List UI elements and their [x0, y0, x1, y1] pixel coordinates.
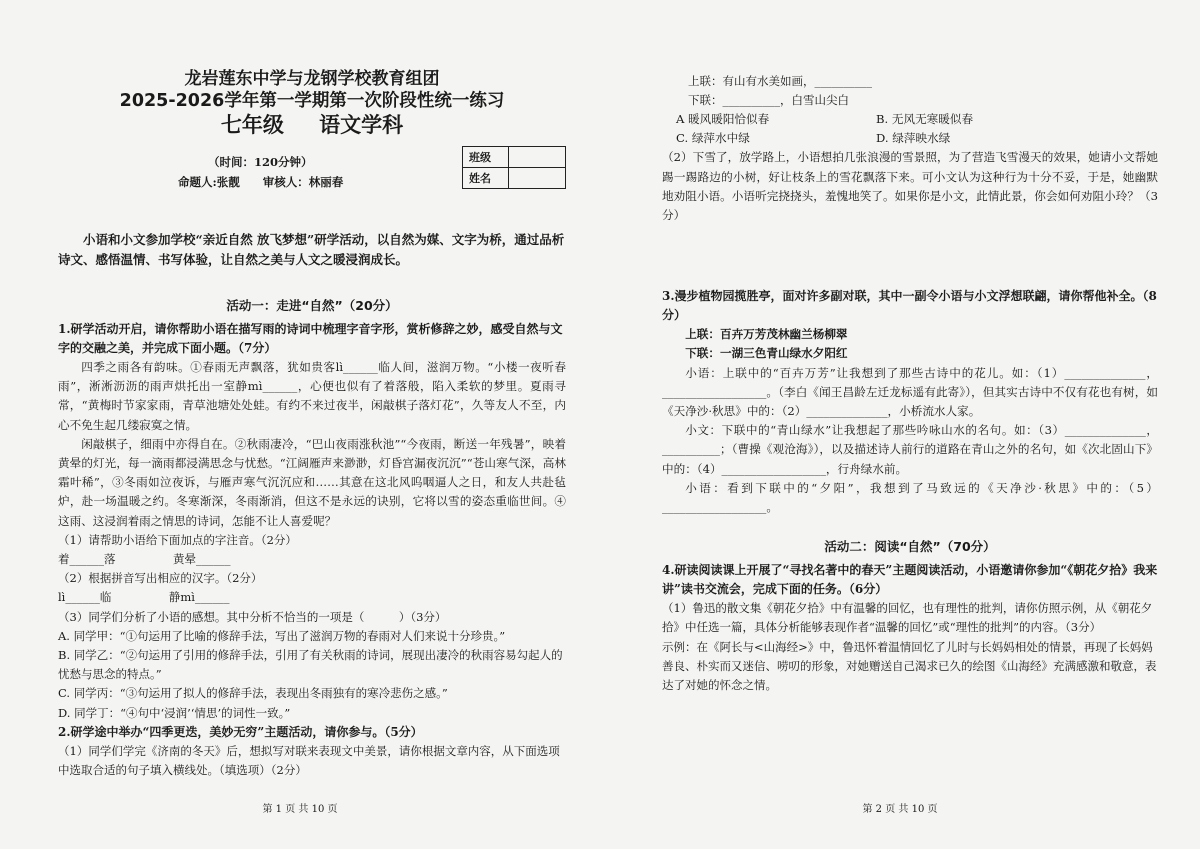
subquestion-1-3: （3）同学们分析了小语的感想。其中分析不恰当的一项是（ ）（3分）	[58, 609, 447, 624]
options-row-1	[662, 110, 1158, 129]
passage-paragraph-1: 四季之雨各有韵味。①春雨无声飘落，犹如贵客lì______临人间，滋润万物。“小楼一夜听春雨”，淅淅沥沥的雨声烘托出一室静mì______，心便也似有了着落般，陷入柔软的梦里。夏雨寻常，“黄梅时节家家雨，青草池塘处处蛙。有约不来过夜半，闲敲棋子落灯花”，久等友人不至，内心不免生起几缕寂寞之情。	[58, 360, 566, 432]
subquestion-1-1: （1）请帮助小语给下面加点的字注音。（2分）	[58, 532, 297, 547]
name-label: 姓名	[463, 168, 509, 189]
question-4: 4.研读阅读课上开展了“寻找名著中的春天”主题阅读活动，小语邀请你参加“《朝花夕拾》我来讲”读书交流会，完成下面的任务。（6分）	[662, 563, 1158, 597]
subquestion-1-2: （2）根据拼音写出相应的汉字。（2分）	[58, 571, 263, 586]
subquestion-4-1: （1）鲁迅的散文集《朝花夕拾》中有温馨的回忆，也有理性的批判，请你仿照示例，从《朝花夕拾》中任选一篇，具体分析能够表现作者“温馨的回忆”或“理性的批判”的内容。（3分）	[662, 601, 1153, 635]
options-row-2	[662, 129, 1158, 148]
school-title: 龙岩莲东中学与龙钢学校教育组团	[184, 69, 440, 89]
page-footer-left: 第 1 页 共 10 页	[262, 804, 338, 815]
option-a: A. 同学甲：“①句运用了比喻的修辞手法，写出了滋润万物的春雨对人们来说十分珍贵。”	[58, 628, 506, 643]
xiaowen-paragraph: 小文：下联中的“青山绿水”让我想起了那些吟咏山水的名句。如：（3）______________，__________；（曹操《观沧海》），以及描述诗人前行的道路在青山之外的名句，如《次北固山下》中的：（4）__________________，行舟绿水前。	[662, 423, 1158, 476]
option-b: B. 同学乙：“②句运用了引用的修辞手法，引用了有关秋雨的诗词，展现出凄冷的秋雨容易勾起人的忧愁与思念的特点。”	[58, 648, 563, 682]
class-field[interactable]	[509, 147, 566, 168]
couplet-up-3: 上联：百卉万芳茂林幽兰杨柳翠	[685, 327, 848, 342]
subquestion-2-1: （1）同学们学完《济南的冬天》后，想拟写对联来表现文中美景，请你根据文章内容，从下面选项中选取合适的句子填入横线处。（填选项）（2分）	[58, 743, 560, 778]
exam-title: 2025-2026学年第一学期第一次阶段性统一练习	[119, 91, 505, 111]
couplet-upper: 上联：有山有水美如画，__________	[688, 74, 872, 88]
couplet-down-3: 下联：一湖三色青山绿水夕阳红	[685, 346, 848, 361]
xiaoyu-paragraph-2: 小语：看到下联中的“夕阳”，我想到了马致远的《天净沙·秋思》中的：（5）__________________。	[662, 480, 1158, 515]
exam-time: （时间：120分钟）	[208, 155, 313, 169]
option-a: A 暖风暖阳恰似春	[676, 112, 770, 127]
activity1-heading: 活动一：走进“自然”（20分）	[226, 298, 398, 313]
xiaoyu-paragraph-1: 小语：上联中的“百卉万芳”让我想到了那些古诗中的花儿。如：（1）______________，__________________。（李白《闻王昌龄左迁龙标遥有此寄》），但其实古诗中不仅有花也有树，如《天净沙·秋思》中的：（2）______________，小桥流水人家。	[662, 365, 1158, 419]
class-label: 班级	[463, 147, 509, 168]
grade-subject: 七年级 语文学科	[220, 113, 404, 137]
option-c: C. 绿萍水中绿	[676, 131, 750, 146]
option-d: D. 绿萍映水绿	[876, 131, 951, 146]
question-2: 2.研学途中举办“四季更迭，美妙无穷”主题活动，请你参与。（5分）	[58, 724, 423, 739]
exam-header	[58, 68, 566, 228]
option-d: D. 同学丁：“④句中‘浸润’‘情思’的词性一致。”	[58, 705, 291, 720]
example-paragraph: 示例：在《阿长与<山海经>》中，鲁迅怀着温情回忆了儿时与长妈妈相处的情景，再现了长妈妈善良、朴实而又迷信、唠叨的形象，对她赠送自己渴求已久的绘图《山海经》充满感激和敬意，表达了对她的怀念之情。	[662, 639, 1157, 693]
hanzi-items: lì______临 静mì______	[58, 590, 230, 605]
activity2-heading: 活动二：阅读“自然”（70分）	[824, 539, 996, 555]
name-field[interactable]	[509, 168, 566, 189]
pinyin-items: 着______落 黄晕______	[58, 552, 231, 567]
question-3: 3.漫步植物园揽胜亭，面对许多副对联，其中一副令小语与小文浮想联翩，请你帮他补全。（8分）	[662, 289, 1157, 323]
answer-space[interactable]	[662, 225, 1158, 287]
exam-authors: 命题人:张靓 审核人：林丽春	[178, 175, 344, 189]
subquestion-2-2: （2）下雪了，放学路上，小语想拍几张浪漫的雪景照，为了营造飞雪漫天的效果，她请小文帮她踢一踢路边的小树，好让枝条上的雪花飘落下来。可小文认为这种行为十分不妥，于是，她幽默地劝阻小语。小语听完挠挠头，羞愧地笑了。如果你是小文，此情此景，你会如何劝阻小玲？（3分）	[662, 150, 1158, 223]
question-1: 1.研学活动开启，请你帮助小语在描写雨的诗词中梳理字音字形，赏析修辞之妙，感受自然与文字的交融之美，并完成下面小题。（7分）	[58, 322, 563, 355]
option-c: C. 同学丙：“③句运用了拟人的修辞手法，表现出冬雨独有的寒冷悲伤之感。”	[58, 686, 448, 701]
couplet-lower: 下联：__________，白雪山尖白	[688, 93, 849, 108]
page-right	[600, 0, 1200, 849]
student-info-box	[462, 146, 566, 189]
intro-paragraph: 小语和小文参加学校“亲近自然 放飞梦想”研学活动，以自然为媒、文字为桥，通过品析诗文、感悟温情、书写体验，让自然之美与人文之暖浸润成长。	[58, 232, 565, 267]
passage-paragraph-2: 闲敲棋子，细雨中亦得自在。②秋雨凄冷，“巴山夜雨涨秋池”“今夜雨，断送一年残暑”，映着黄晕的灯光，每一滴雨都浸满思念与忧愁。“江阔雁声来渺渺，灯昏宫漏夜沉沉”“苍山寒气深，高林霜叶稀”，③冬雨如泣夜诉，与雁声寒气沉沉应和……其意在这北风呜咽逼人之日，和友人共赴毡炉，赴一场温暖之约。冬寒渐深，冬雨渐消，但这不是永远的诀别，它将以雪的姿态重临世间。④这雨、这浸润着雨之情思的诗词，怎能不让人喜爱呢？	[58, 436, 566, 528]
page-footer-right: 第 2 页 共 10 页	[862, 804, 938, 815]
option-b: B. 无风无寒暖似春	[876, 112, 974, 127]
